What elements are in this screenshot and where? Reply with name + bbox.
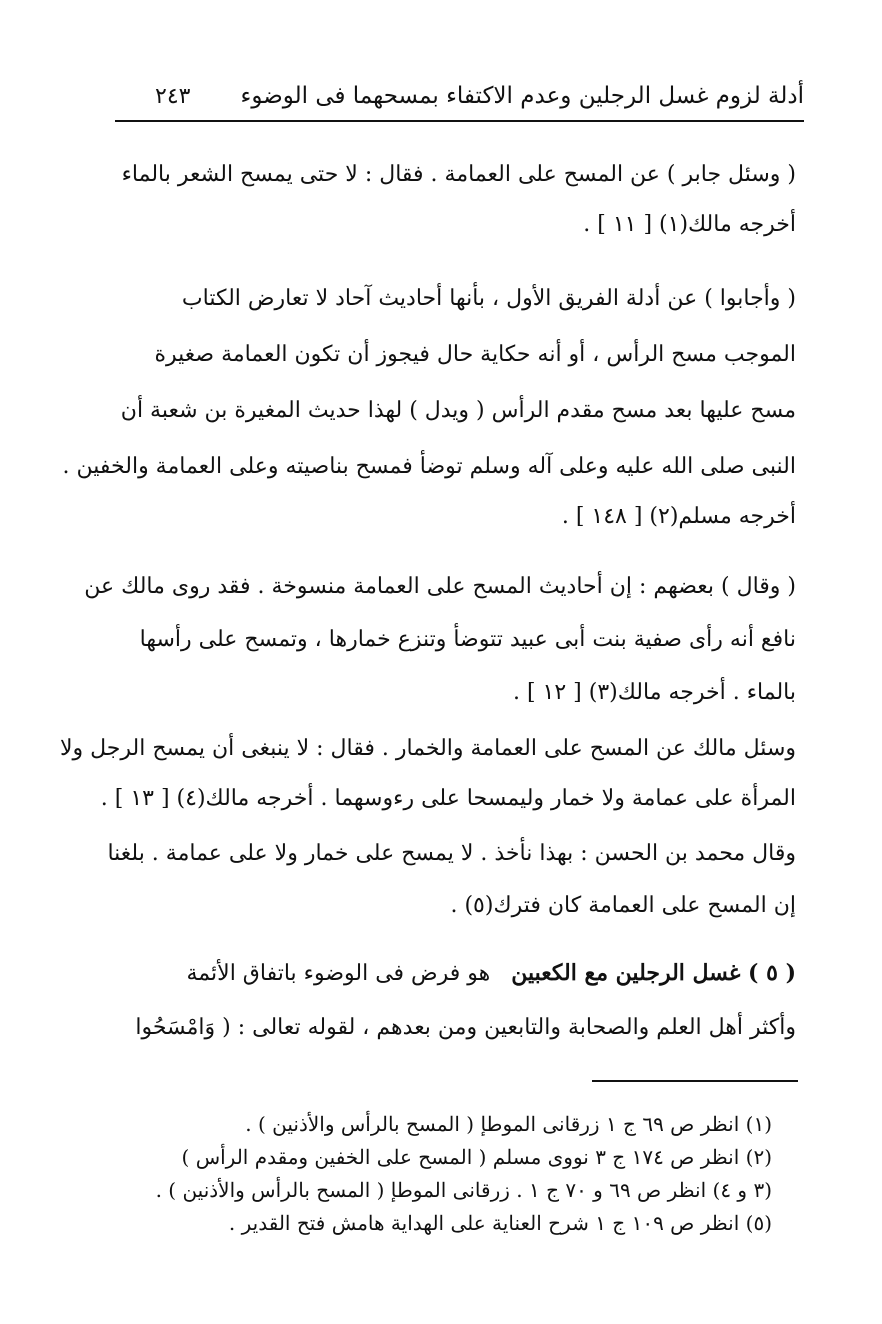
paragraph-malik — [59, 724, 796, 824]
paragraph-responses — [62, 271, 796, 539]
page-number: ٢٤٣ — [155, 83, 191, 109]
footnote: (٢) انظر ص ١٧٤ ج ٣ نووى مسلم ( المسح على الخفين ومقدم الرأس ) — [181, 1145, 772, 1169]
footnote: (٥) انظر ص ١٠٩ ج ١ شرح العناية على الهداية هامش فتح القدير . — [228, 1211, 772, 1235]
text-line: الموجب مسح الرأس ، أو أنه حكاية حال فيجوز أن تكون العمامة صغيرة — [154, 342, 796, 367]
text-line: نافع أنه رأى صفية بنت أبى عبيد تتوضأ وتنزع خمارها ، وتمسح على رأسها — [139, 627, 796, 652]
running-title: أدلة لزوم غسل الرجلين وعدم الاكتفاء بمسحهما فى الوضوء — [240, 83, 804, 109]
text-line: ( وسئل جابر ) عن المسح على العمامة . فقال : لا حتى يمسح الشعر بالماء — [121, 162, 796, 187]
text-line: النبى صلى الله عليه وعلى آله وسلم توضأ فمسح بناصيته وعلى العمامة والخفين . — [62, 454, 796, 479]
section-heading: ( ٥ ) غسل الرجلين مع الكعبين — [511, 960, 796, 986]
text-line: بالماء . أخرجه مالك(٣) [ ١٢ ] . — [512, 680, 796, 705]
text-line — [110, 946, 796, 1001]
paragraph-jabir — [110, 150, 796, 250]
text-line: وقال محمد بن الحسن : بهذا نأخذ . لا يمسح على خمار ولا على عمامة . بلغنا — [107, 841, 796, 866]
text-line: إن المسح على العمامة كان فترك(٥) . — [450, 893, 796, 918]
text-line: وسئل مالك عن المسح على العمامة والخمار . فقال : لا ينبغى أن يمسح الرجل ولا — [59, 736, 796, 761]
text-line: المرأة على عمامة ولا خمار وليمسحا على رءوسهما . أخرجه مالك(٤) [ ١٣ ] . — [100, 786, 796, 811]
footnote: (٣ و ٤) انظر ص ٦٩ و ٧٠ ج ١ . زرقانى الموطإ ( المسح بالرأس والأذنين ) . — [155, 1178, 772, 1202]
page-header — [115, 72, 804, 122]
text-line: ( وقال ) بعضهم : إن أحاديث المسح على العمامة منسوخة . فقد روى مالك عن — [84, 574, 796, 599]
text-line: وأكثر أهل العلم والصحابة والتابعين ومن بعدهم ، لقوله تعالى : ( وَامْسَحُوا — [135, 1015, 796, 1040]
text-line: مسح عليها بعد مسح مقدم الرأس ( ويدل ) لهذا حديث المغيرة بن شعبة أن — [120, 398, 796, 423]
text-line: أخرجه مسلم(٢) [ ١٤٨ ] . — [561, 504, 796, 529]
paragraph-muhammad — [107, 828, 796, 932]
footnote-divider — [592, 1080, 798, 1082]
text-line: ( وأجابوا ) عن أدلة الفريق الأول ، بأنها أحاديث آحاد لا تعارض الكتاب — [181, 286, 796, 311]
paragraph-washing-feet — [110, 946, 796, 1055]
text-fragment: هو فرض فى الوضوء باتفاق الأئمة — [186, 961, 491, 986]
footnotes — [130, 1108, 772, 1240]
paragraph-abrogation — [84, 560, 796, 719]
text-line: أخرجه مالك(١) [ ١١ ] . — [583, 212, 796, 237]
footnote: (١) انظر ص ٦٩ ج ١ زرقانى الموطإ ( المسح بالرأس والأذنين ) . — [245, 1112, 772, 1136]
